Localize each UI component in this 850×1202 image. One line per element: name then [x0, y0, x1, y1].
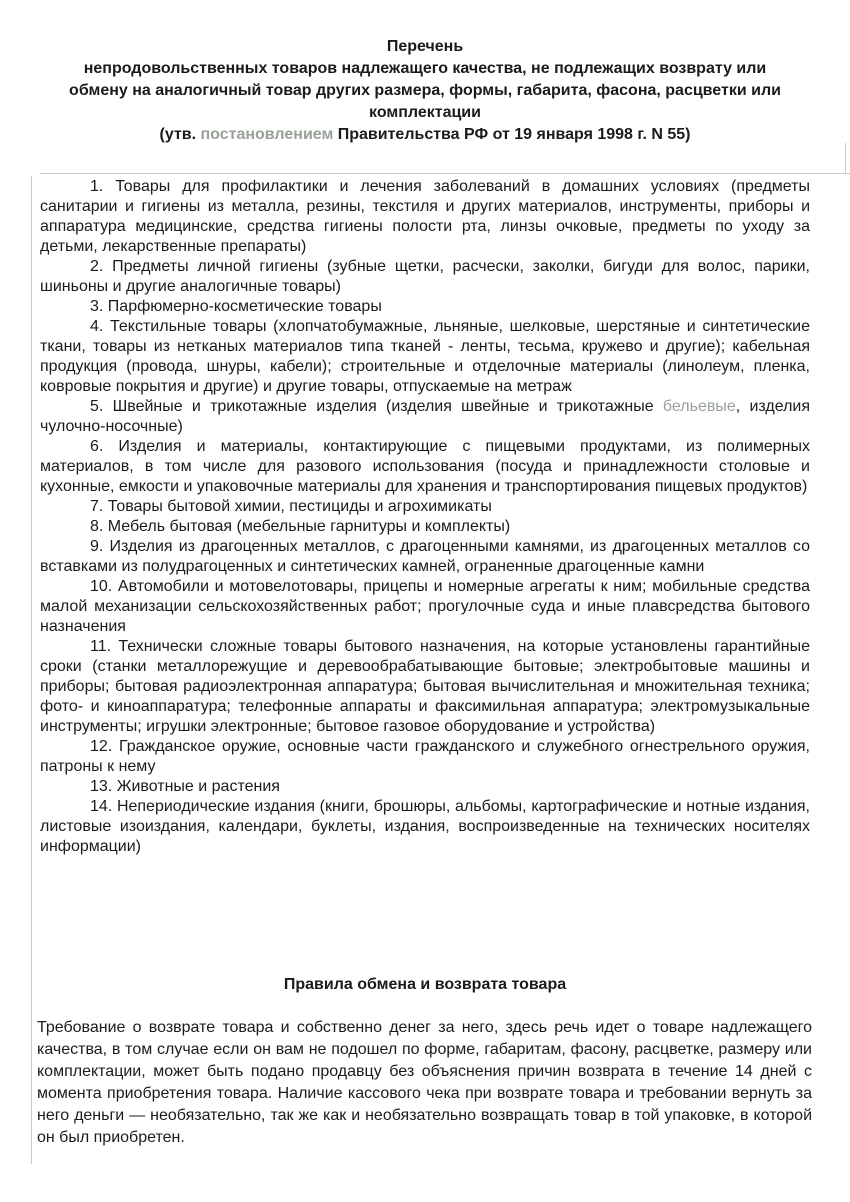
- approval-suffix: Правительства РФ от 19 января 1998 г. N 55): [333, 126, 691, 143]
- list-item: [40, 737, 810, 777]
- list-item: [40, 397, 810, 437]
- list-item-text: 10. Автомобили и мотовелотовары, прицепы и номерные агрегаты к ним; мобильные средства малой механизации сельскохозяйственных работ; прогулочные суда и иные плавсредства бытового назначения: [40, 578, 810, 635]
- approval-prefix: (утв.: [159, 126, 201, 143]
- left-border-line: [31, 176, 32, 1164]
- title-line: непродовольственных товаров надлежащего качества, не подлежащих возврату или: [83, 60, 767, 77]
- rules-heading: Правила обмена и возврата товара: [283, 976, 567, 994]
- list-item-text: 4. Текстильные товары (хлопчатобумажные, льняные, шелковые, шерстяные и синтетические ткани, товары из нетканых материалов типа тканей - ленты, тесьма, кружево и другие); кабельная продукция (провода, шнуры, кабели); строительные и отделочные материалы (линолеум, пленка, ковровые покрытия и другие) и другие товары, отпускаемые на метраж: [40, 318, 810, 395]
- title-lines: [40, 36, 810, 124]
- goods-list: [40, 177, 810, 857]
- list-item-text: 7. Товары бытовой химии, пестициды и агрохимикаты: [90, 498, 492, 515]
- list-item: [40, 777, 810, 797]
- list-item: [40, 437, 810, 497]
- list-item-text: 13. Животные и растения: [90, 778, 280, 795]
- approval-link[interactable]: постановлением: [200, 126, 334, 143]
- list-item: [40, 537, 810, 577]
- list-item: [40, 497, 810, 517]
- approval-line: [40, 124, 810, 146]
- list-item-text: 5. Швейные и трикотажные изделия (изделия швейные и трикотажные: [90, 398, 663, 415]
- list-item: [40, 637, 810, 737]
- list-item-text: 2. Предметы личной гигиены (зубные щетки, расчески, заколки, бигуди для волос, парики, шиньоны и другие аналогичные товары): [40, 258, 810, 295]
- title-line: Перечень: [386, 38, 464, 55]
- list-item-text: 1. Товары для профилактики и лечения заболеваний в домашних условиях (предметы санитарии и гигиены из металла, резины, текстиля и других материалов, инструменты, приборы и аппаратура медицинские, средства гигиены полости рта, линзы очковые, предметы по уходу за детьми, лекарственные препараты): [40, 178, 810, 255]
- list-item-text: 3. Парфюмерно-косметические товары: [90, 298, 382, 315]
- header-divider-line: [40, 173, 850, 174]
- list-item-text: 11. Технически сложные товары бытового назначения, на которые установлены гарантийные сроки (станки металлорежущие и деревообрабатывающие бытовые; электробытовые машины и приборы; бытовая радиоэлектронная аппаратура; бытовая вычислительная и множительная техника; фото- и киноаппаратура; телефонные аппараты и факсимильная аппаратура; электромузыкальные инструменты; игрушки электронные; бытовое газовое оборудование и устройства): [40, 638, 810, 735]
- list-item-text: 8. Мебель бытовая (мебельные гарнитуры и комплекты): [90, 518, 511, 535]
- list-item-text: 14. Непериодические издания (книги, брошюры, альбомы, картографические и нотные издания, листовые изоиздания, календари, буклеты, издания, воспроизведенные на технических носителях информации): [40, 798, 810, 855]
- list-item: [40, 257, 810, 297]
- right-border-line: [845, 143, 846, 174]
- list-item: [40, 517, 810, 537]
- list-item-text: , изделия чулочно-носочные): [40, 398, 811, 435]
- inline-link[interactable]: бельевые: [662, 398, 736, 415]
- title-line: комплектации: [369, 104, 481, 121]
- list-item-text: 9. Изделия из драгоценных металлов, с драгоценными камнями, из драгоценных металлов со вставками из полудрагоценных и синтетических камней, ограненные драгоценные камни: [40, 538, 810, 575]
- list-item-text: 6. Изделия и материалы, контактирующие с пищевыми продуктами, из полимерных материалов, в том числе для разового использования (посуда и принадлежности столовые и кухонные, емкости и упаковочные материалы для хранения и транспортирования пищевых продуктов): [40, 438, 810, 495]
- list-item: [40, 577, 810, 637]
- list-item: [40, 797, 810, 857]
- rules-paragraph: Требование о возврате товара и собственно денег за него, здесь речь идет о товаре надлежащего качества, в том случае если он вам не подошел по форме, габаритам, фасону, расцветке, размеру или комплектации, может быть подано продавцу без объяснения причин возврата в течение 14 дней с момента приобретения товара. Наличие кассового чека при возврате товара и требовании вернуть за него деньги — необязательно, так же как и необязательно возвращать товар в той упаковке, в которой он был приобретен.: [37, 1019, 812, 1146]
- list-item: [40, 317, 810, 397]
- list-item: [40, 177, 810, 257]
- document-title: [40, 36, 810, 146]
- list-item-text: 12. Гражданское оружие, основные части гражданского и служебного огнестрельного оружия, патроны к нему: [40, 738, 810, 775]
- list-item: [40, 297, 810, 317]
- title-line: обмену на аналогичный товар других размера, формы, габарита, фасона, расцветки или: [69, 82, 781, 99]
